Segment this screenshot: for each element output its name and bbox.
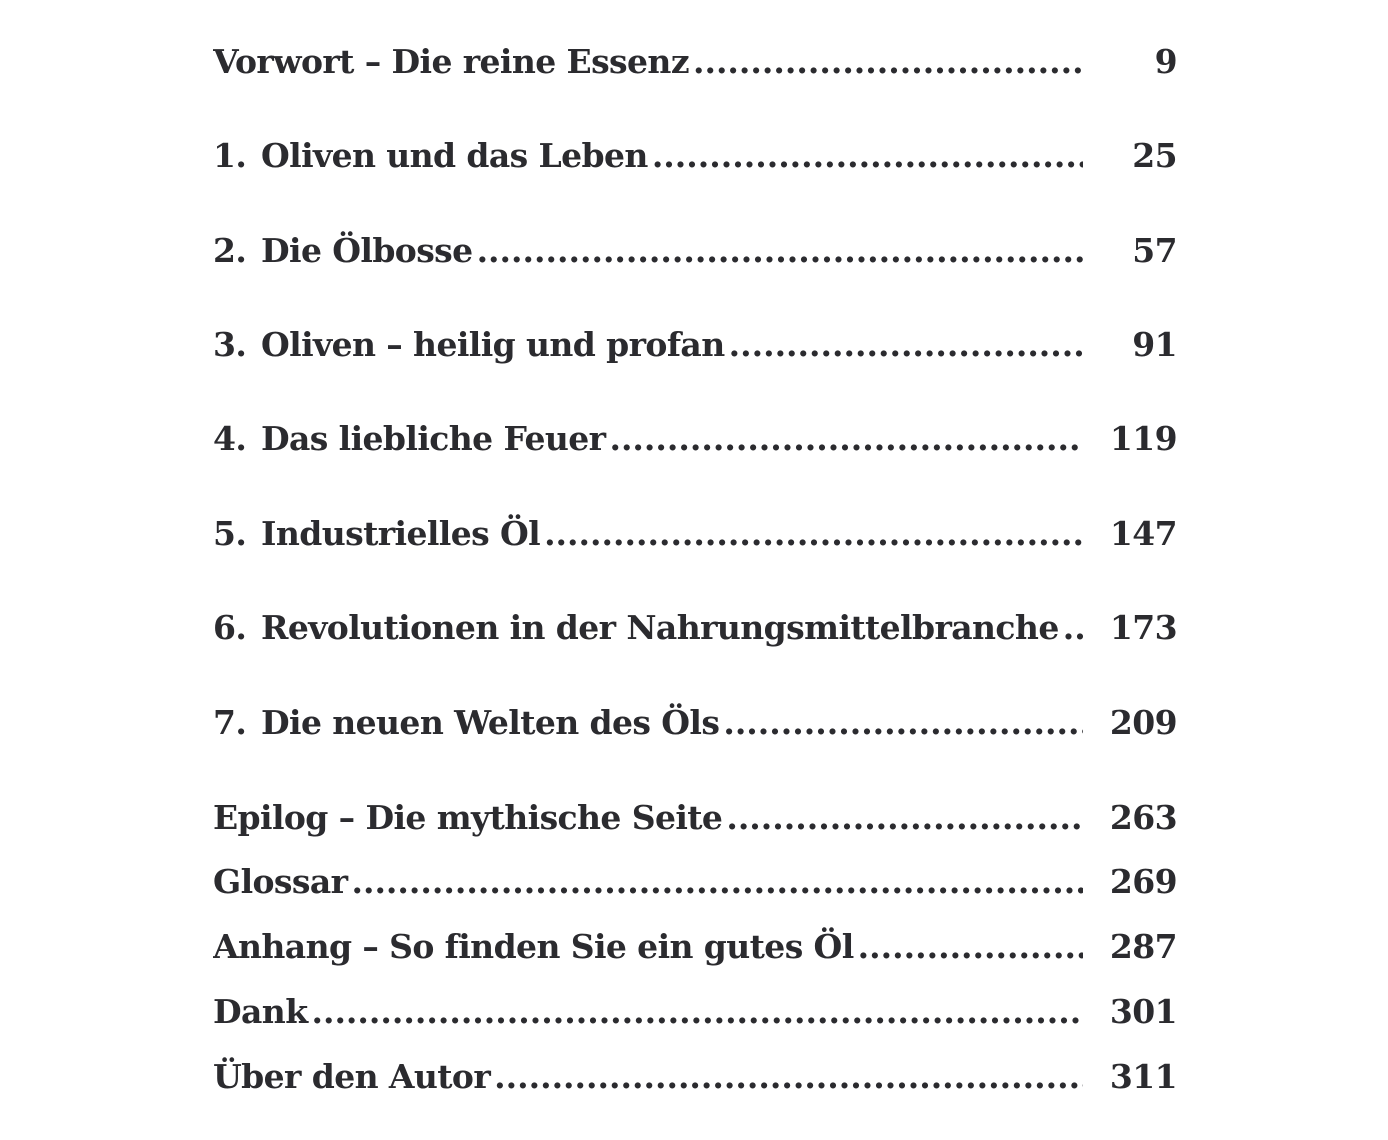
- toc-entry-chapter-6[interactable]: [213, 603, 1177, 653]
- chapter-number: 3.: [213, 325, 247, 364]
- toc-entry-title: Die neuen Welten des Öls: [261, 703, 720, 742]
- toc-entry-label: [213, 37, 1083, 87]
- toc-entry-page: 173: [1109, 608, 1177, 647]
- chapter-number: 6.: [213, 608, 247, 647]
- toc-entry-title: Revolutionen in der Nahrungsmittelbranche: [261, 608, 1059, 647]
- toc-entry-chapter-2[interactable]: [213, 226, 1177, 276]
- toc-entry-page: 25: [1132, 136, 1177, 175]
- dot-leader: [544, 509, 1083, 559]
- toc-entry-label: [213, 226, 1083, 276]
- dot-leader: [609, 414, 1083, 464]
- dot-leader: [693, 37, 1083, 87]
- dot-leader: [351, 857, 1083, 907]
- dot-leader: [858, 922, 1083, 972]
- toc-entry-label: [213, 793, 1083, 843]
- toc-entry-label: [213, 922, 1083, 972]
- toc-entry-label: [213, 509, 1083, 559]
- toc-entry-title: Das liebliche Feuer: [261, 419, 606, 458]
- chapter-number: 1.: [213, 136, 247, 175]
- dot-leader: [494, 1052, 1083, 1102]
- toc-entry-title: Epilog – Die mythische Seite: [213, 798, 723, 837]
- toc-entry-title: Oliven und das Leben: [261, 136, 648, 175]
- toc-entry-page: 91: [1132, 325, 1177, 364]
- toc-entry-title: Die Ölbosse: [261, 231, 473, 270]
- dot-leader: [477, 226, 1083, 276]
- toc-entry-page: 147: [1109, 514, 1177, 553]
- toc-entry-title: Oliven – heilig und profan: [261, 325, 725, 364]
- dot-leader: [1063, 603, 1083, 653]
- toc-entry-vorwort[interactable]: [213, 37, 1177, 87]
- toc-entry-label: [213, 698, 1083, 748]
- toc-entry-title: Vorwort – Die reine Essenz: [213, 42, 689, 81]
- toc-entry-title: Industrielles Öl: [261, 514, 541, 553]
- dot-leader: [729, 320, 1083, 370]
- toc-entry-label: [213, 320, 1083, 370]
- dot-leader: [311, 987, 1083, 1037]
- toc-entry-page: 209: [1109, 703, 1177, 742]
- toc-entry-chapter-4[interactable]: [213, 414, 1177, 464]
- toc-entry-label: [213, 1052, 1083, 1102]
- chapter-number: 4.: [213, 419, 247, 458]
- dot-leader: [723, 698, 1083, 748]
- toc-entry-epilog[interactable]: [213, 793, 1177, 843]
- toc-entry-page: 9: [1154, 42, 1177, 81]
- dot-leader: [652, 131, 1083, 181]
- toc-entry-title: Glossar: [213, 862, 348, 901]
- toc-entry-label: [213, 603, 1083, 653]
- chapter-number: 5.: [213, 514, 247, 553]
- toc-entry-title: Anhang – So finden Sie ein gutes Öl: [213, 927, 854, 966]
- toc-entry-title: Über den Autor: [213, 1057, 491, 1096]
- toc-entry-label: [213, 131, 1083, 181]
- dot-leader: [726, 793, 1083, 843]
- toc-entry-page: 287: [1109, 927, 1177, 966]
- toc-entry-chapter-1[interactable]: [213, 131, 1177, 181]
- toc-entry-page: 301: [1109, 992, 1177, 1031]
- toc-entry-chapter-5[interactable]: [213, 509, 1177, 559]
- toc-entry-chapter-7[interactable]: [213, 698, 1177, 748]
- toc-entry-page: 269: [1109, 862, 1177, 901]
- toc-entry-page: 263: [1109, 798, 1177, 837]
- toc-entry-label: [213, 857, 1083, 907]
- toc-entry-label: [213, 414, 1083, 464]
- toc-entry-dank[interactable]: [213, 987, 1177, 1037]
- toc-entry-label: [213, 987, 1083, 1037]
- toc-entry-page: 57: [1132, 231, 1177, 270]
- chapter-number: 7.: [213, 703, 247, 742]
- toc-entry-chapter-3[interactable]: [213, 320, 1177, 370]
- toc-entry-title: Dank: [213, 992, 308, 1031]
- toc-entry-page: 119: [1109, 419, 1177, 458]
- chapter-number: 2.: [213, 231, 247, 270]
- toc-entry-anhang[interactable]: [213, 922, 1177, 972]
- toc-entry-glossar[interactable]: [213, 857, 1177, 907]
- toc-entry-ueber-den-autor[interactable]: [213, 1052, 1177, 1102]
- toc-entry-page: 311: [1109, 1057, 1177, 1096]
